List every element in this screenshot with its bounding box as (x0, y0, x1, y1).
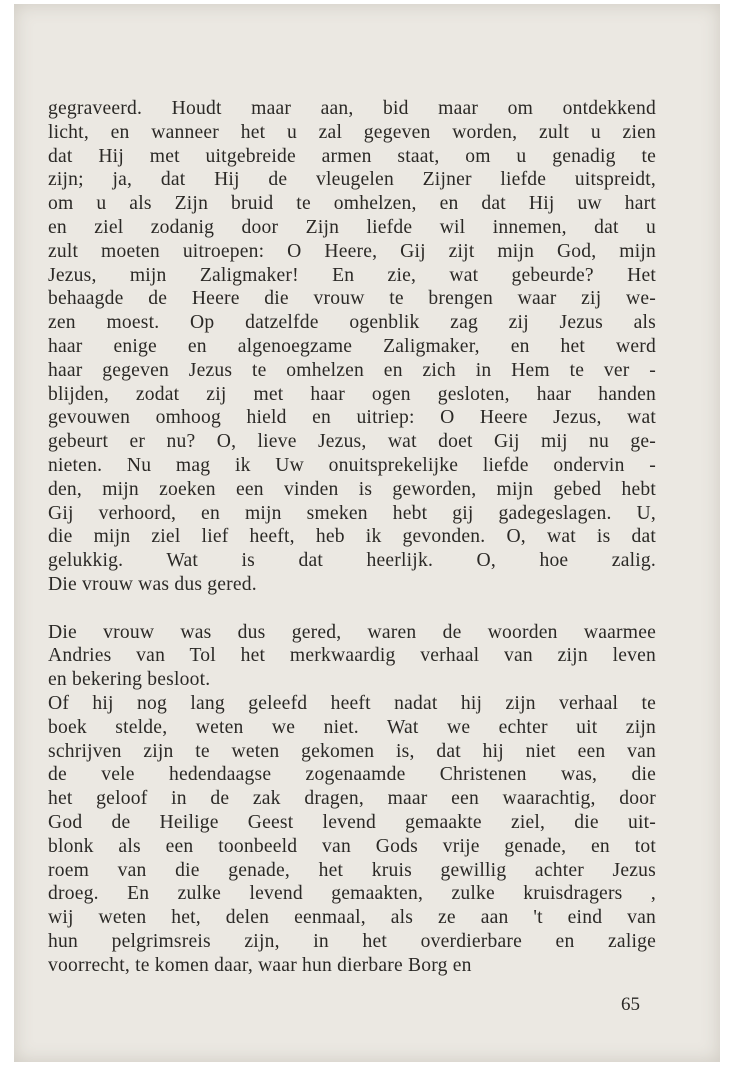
text-line: gebeurt er nu? O, lieve Jezus, wat doet Gij mij nu ge- (48, 431, 656, 453)
text-line: wij weten het, delen eenmaal, als ze aan 't eind van (48, 907, 656, 929)
text-line: dat Hij met uitgebreide armen staat, om u genadig te (48, 145, 656, 167)
text-line: blonk als een toonbeeld van Gods vrije genade, en tot (48, 835, 656, 857)
text-line: licht, en wanneer het u zal gegeven worden, zult u zien (48, 121, 656, 143)
text-line: en ziel zodanig door Zijn liefde wil innemen, dat u (48, 216, 656, 238)
text-line: haar enige en algenoegzame Zaligmaker, en het werd (48, 335, 656, 357)
paragraph-gap (48, 597, 656, 621)
body-text (48, 97, 656, 977)
page-number: 65 (621, 994, 640, 1015)
text-line: zen moest. Op datzelfde ogenblik zag zij Jezus als (48, 312, 656, 334)
text-line: Of hij nog lang geleefd heeft nadat hij zijn verhaal te (48, 692, 656, 714)
text-line: voorrecht, te komen daar, waar hun dierbare Borg en (48, 954, 472, 976)
book-page (14, 4, 720, 1062)
text-line: Jezus, mijn Zaligmaker! En zie, wat gebeurde? Het (48, 264, 656, 286)
text-line: de vele hedendaagse zogenaamde Christenen was, die (48, 764, 656, 786)
text-line: Gij verhoord, en mijn smeken hebt gij gadegeslagen. U, (48, 502, 656, 524)
paragraph (48, 692, 656, 978)
text-line: Die vrouw was dus gered. (48, 573, 257, 595)
text-line: en bekering besloot. (48, 669, 211, 691)
paragraph (48, 97, 656, 597)
text-line: gegraveerd. Houdt maar aan, bid maar om ontdekkend (48, 98, 656, 119)
text-line: haar gegeven Jezus te omhelzen en zich in Hem te ver - (48, 359, 656, 381)
text-line: blijden, zodat zij met haar ogen gesloten, haar handen (48, 383, 656, 405)
text-line: zult moeten uitroepen: O Heere, Gij zijt mijn God, mijn (48, 240, 656, 262)
text-line: die mijn ziel lief heeft, heb ik gevonden. O, wat is dat (48, 526, 656, 548)
text-line: gevouwen omhoog hield en uitriep: O Heere Jezus, wat (48, 407, 656, 429)
text-line: zijn; ja, dat Hij de vleugelen Zijner liefde uitspreidt, (48, 169, 656, 191)
text-line: roem van die genade, het kruis gewillig achter Jezus (48, 859, 656, 881)
text-line: droeg. En zulke levend gemaakten, zulke kruisdragers , (48, 883, 656, 905)
text-line: schrijven zijn te weten gekomen is, dat hij niet een van (48, 740, 656, 762)
text-line: behaagde de Heere die vrouw te brengen waar zij we- (48, 288, 656, 310)
text-line: gelukkig. Wat is dat heerlijk. O, hoe zalig. (48, 550, 656, 572)
text-line: om u als Zijn bruid te omhelzen, en dat Hij uw hart (48, 193, 656, 215)
text-line: boek stelde, weten we niet. Wat we echter uit zijn (48, 716, 656, 738)
text-line: hun pelgrimsreis zijn, in het overdierbare en zalige (48, 930, 656, 952)
text-line: nieten. Nu mag ik Uw onuitsprekelijke liefde ondervin - (48, 454, 656, 476)
text-line: Die vrouw was dus gered, waren de woorden waarmee (48, 621, 656, 643)
paragraph (48, 621, 656, 692)
text-line: het geloof in de zak dragen, maar een waarachtig, door (48, 788, 656, 810)
text-line: Andries van Tol het merkwaardig verhaal van zijn leven (48, 645, 656, 667)
text-line: den, mijn zoeken een vinden is geworden, mijn gebed hebt (48, 478, 656, 500)
text-line: God de Heilige Geest levend gemaakte ziel, die uit- (48, 811, 656, 833)
